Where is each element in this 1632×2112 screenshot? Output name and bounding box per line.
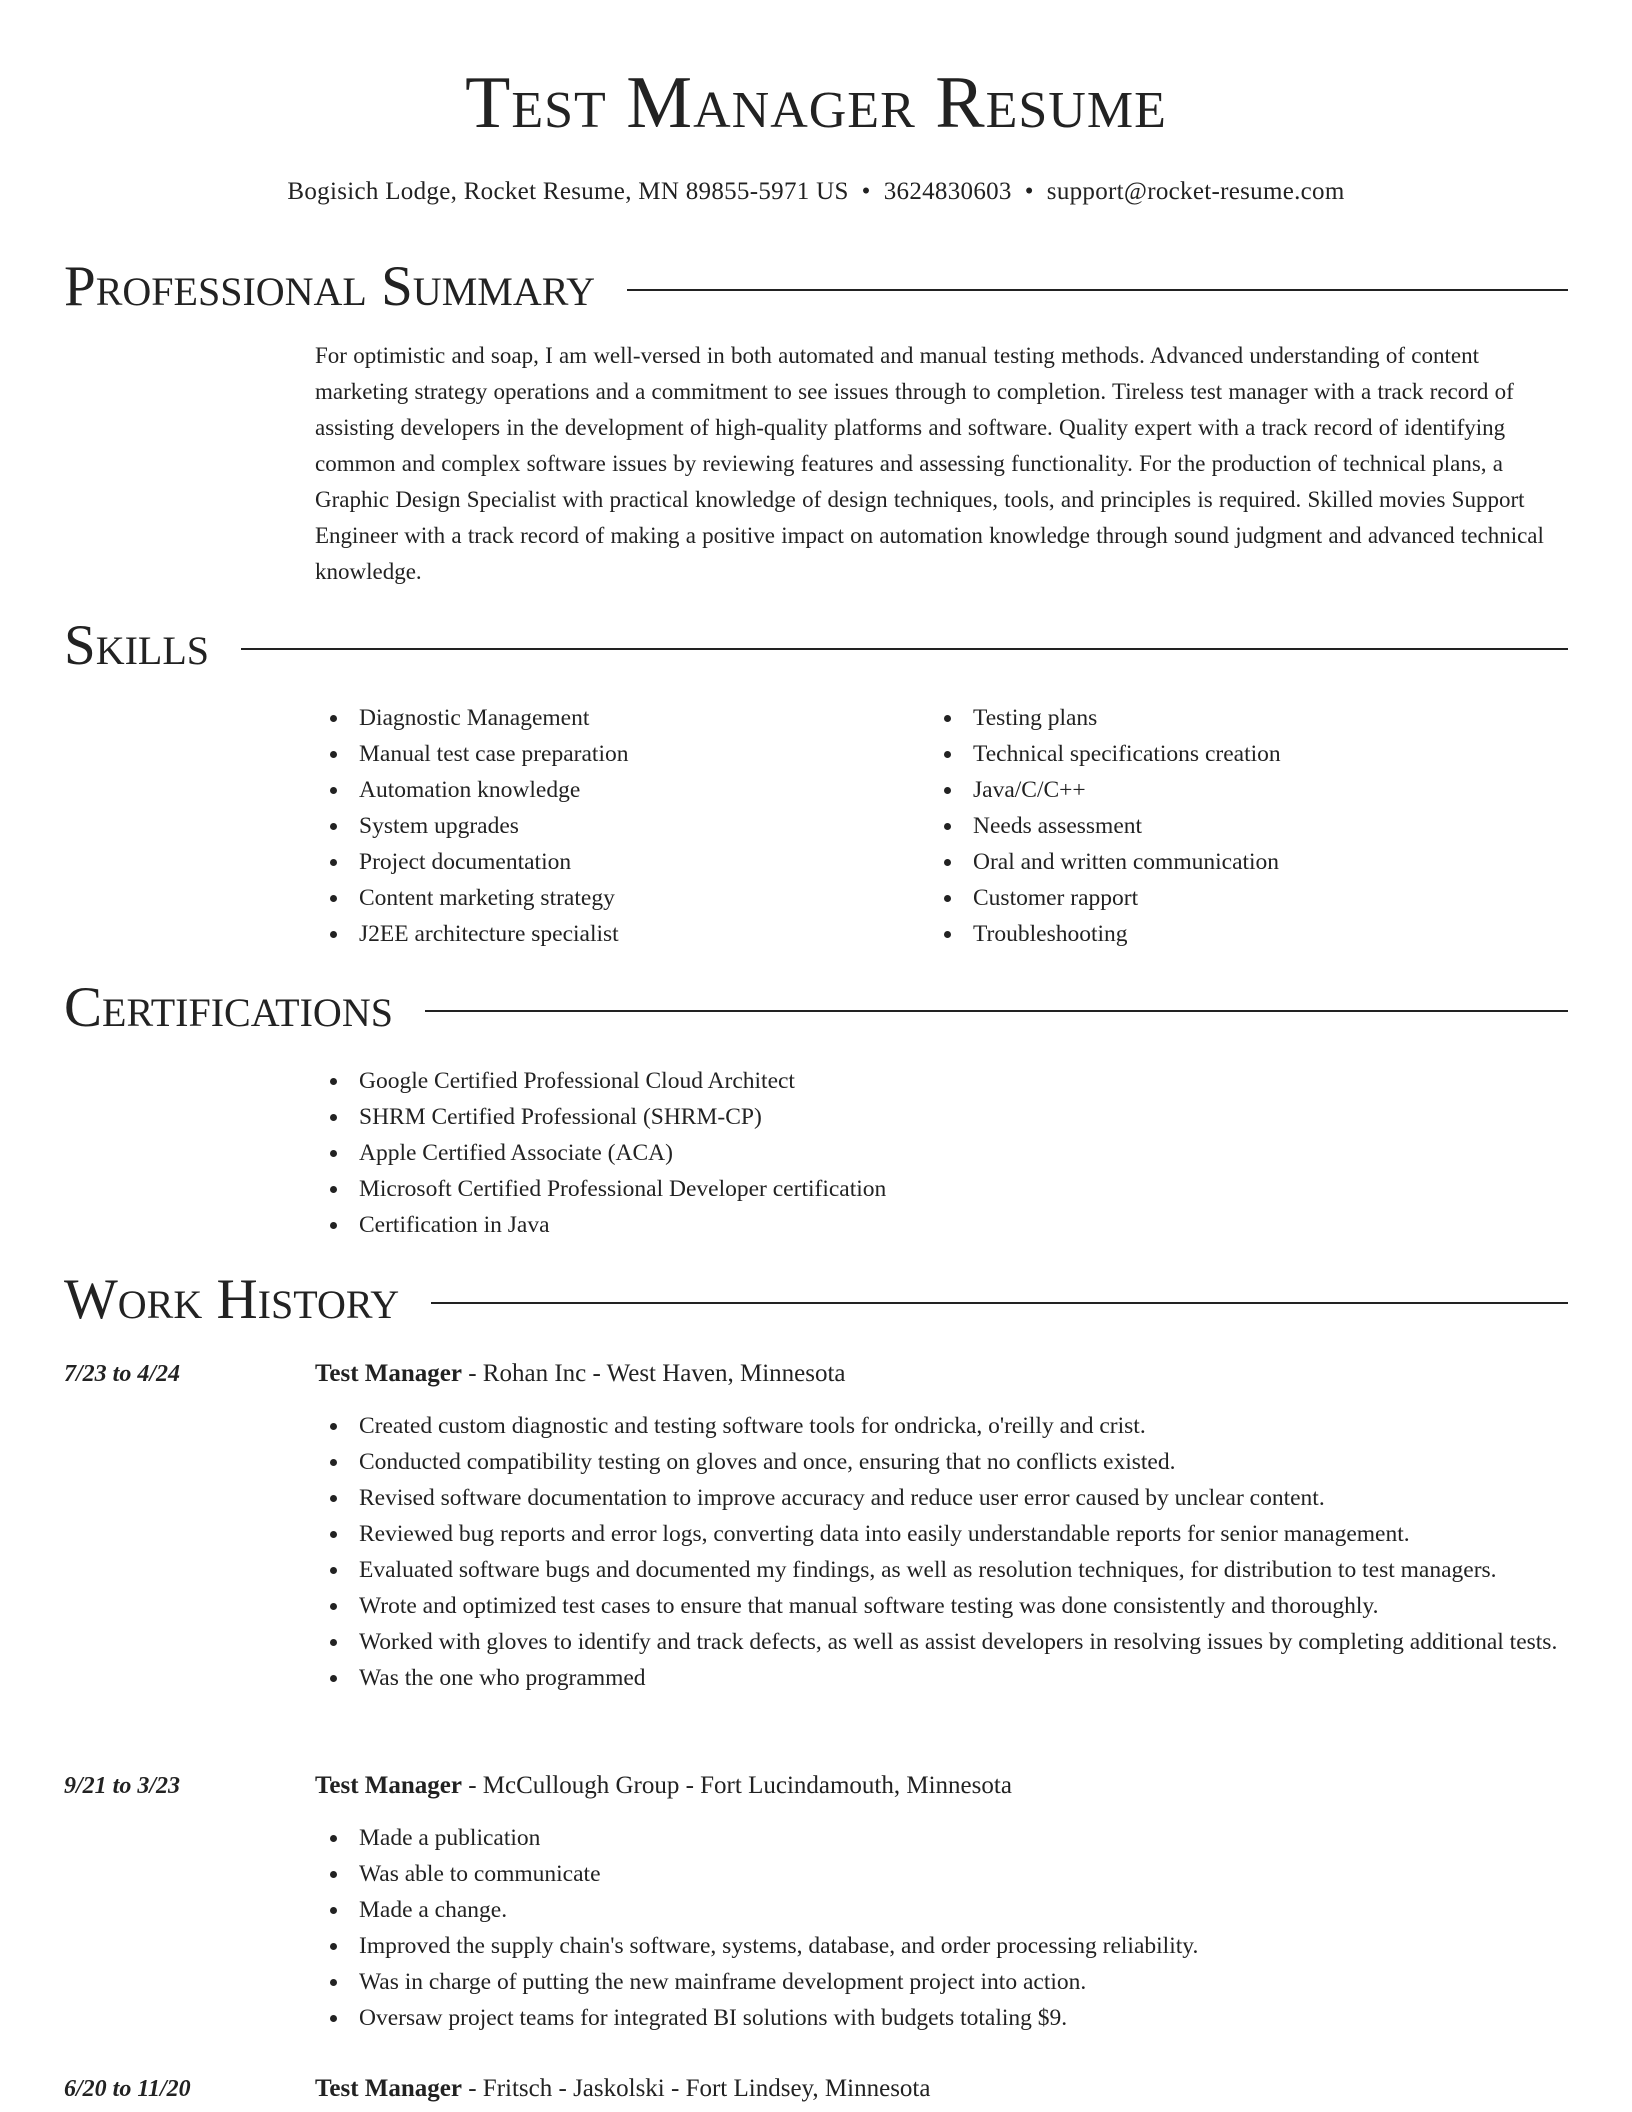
section-divider	[425, 1010, 1568, 1012]
certification-item: Google Certified Professional Cloud Architect	[315, 1063, 1575, 1099]
job-role	[315, 1356, 846, 1392]
contact-separator: •	[861, 178, 871, 205]
summary-text: For optimistic and soap, I am well-versed in both automated and manual testing methods. Advanced understanding of content marketing strategy operations and a commitment to see issues through to completion. Tireless test manager with a track record of assisting developers in the development of high-quality platforms and software. Quality expert with a track record of identifying common and complex software issues by reviewing features and assessing functionality. For the production of technical plans, a Graphic Design Specialist with practical knowledge of design techniques, tools, and principles is required. Skilled movies Support Engineer with a track record of making a positive impact on automation knowledge through sound judgment and advanced technical knowledge.	[315, 343, 1544, 584]
certification-item: Certification in Java	[315, 1207, 1575, 1243]
job-bullet: Reviewed bug reports and error logs, converting data into easily understandable reports for senior management.	[315, 1516, 1568, 1552]
skill-item: Customer rapport	[929, 880, 1489, 916]
skill-item: Testing plans	[929, 700, 1489, 736]
skill-item: Diagnostic Management	[315, 700, 875, 736]
resume-title: Test Manager Resume	[465, 62, 1167, 144]
job-company: - McCullough Group - Fort Lucindamouth, Minnesota	[461, 1772, 1012, 1799]
job-title: Test Manager	[315, 1772, 462, 1799]
certifications-section-header	[64, 976, 1568, 1040]
job-role	[315, 2071, 930, 2107]
contact-line	[0, 175, 1632, 209]
job-dates: 9/21 to 3/23	[64, 1773, 181, 1799]
skill-item: Needs assessment	[929, 808, 1489, 844]
contact-email[interactable]: support@rocket-resume.com	[1046, 178, 1345, 205]
contact-address: Bogisich Lodge, Rocket Resume, MN 89855-5971 US	[287, 178, 849, 205]
skill-item: Content marketing strategy	[315, 880, 875, 916]
job-bullet: Made a change.	[315, 1892, 1568, 1928]
job-bullet: Was able to communicate	[315, 1856, 1568, 1892]
job-company: - Rohan Inc - West Haven, Minnesota	[461, 1360, 846, 1387]
job-dates: 7/23 to 4/24	[64, 1361, 181, 1387]
job-dates: 6/20 to 11/20	[64, 2076, 191, 2102]
job-bullet: Evaluated software bugs and documented my findings, as well as resolution techniques, for distribution to test managers.	[315, 1552, 1568, 1588]
skills-list-right	[929, 700, 1489, 952]
work-section-title: Work History	[64, 1268, 400, 1331]
job-bullets	[315, 1820, 1568, 2036]
certification-item: Apple Certified Associate (ACA)	[315, 1135, 1575, 1171]
skill-item: System upgrades	[315, 808, 875, 844]
skills-section-title: Skills	[64, 614, 210, 677]
job-bullet: Worked with gloves to identify and track defects, as well as assist developers in resolving issues by completing additional tests.	[315, 1624, 1568, 1660]
skill-item: Technical specifications creation	[929, 736, 1489, 772]
section-divider	[431, 1302, 1568, 1304]
certification-item: SHRM Certified Professional (SHRM-CP)	[315, 1099, 1575, 1135]
job-bullet: Improved the supply chain's software, systems, database, and order processing reliability.	[315, 1928, 1568, 1964]
skill-item: Project documentation	[315, 844, 875, 880]
summary-section-title: Professional Summary	[64, 255, 596, 318]
job-bullet: Oversaw project teams for integrated BI solutions with budgets totaling $9.	[315, 2000, 1568, 2036]
skill-item: Manual test case preparation	[315, 736, 875, 772]
job-bullets	[315, 1408, 1568, 1696]
skills-list-left	[315, 700, 875, 952]
job-bullet: Wrote and optimized test cases to ensure that manual software testing was done consistently and thoroughly.	[315, 1588, 1568, 1624]
certification-item: Microsoft Certified Professional Developer certification	[315, 1171, 1575, 1207]
job-bullet: Was in charge of putting the new mainframe development project into action.	[315, 1964, 1568, 2000]
certifications-section-title: Certifications	[64, 976, 393, 1039]
skill-item: Java/C/C++	[929, 772, 1489, 808]
job-title: Test Manager	[315, 2075, 462, 2102]
skill-item: Troubleshooting	[929, 916, 1489, 952]
contact-phone: 3624830603	[883, 178, 1012, 205]
job-role	[315, 1768, 1012, 1804]
section-divider	[627, 289, 1568, 291]
job-bullet: Created custom diagnostic and testing software tools for ondricka, o'reilly and crist.	[315, 1408, 1568, 1444]
certifications-list	[315, 1063, 1575, 1243]
job-bullet: Revised software documentation to improve accuracy and reduce user error caused by unclear content.	[315, 1480, 1568, 1516]
work-section-header	[64, 1268, 1568, 1332]
job-bullet: Was the one who programmed	[315, 1660, 1568, 1696]
job-company: - Fritsch - Jaskolski - Fort Lindsey, Minnesota	[461, 2075, 931, 2102]
summary-section-header	[64, 255, 1568, 319]
section-divider	[241, 648, 1568, 650]
job-bullet: Made a publication	[315, 1820, 1568, 1856]
skill-item: Automation knowledge	[315, 772, 875, 808]
contact-separator: •	[1024, 178, 1034, 205]
job-title: Test Manager	[315, 1360, 462, 1387]
skill-item: Oral and written communication	[929, 844, 1489, 880]
skills-section-header	[64, 614, 1568, 678]
job-bullet: Conducted compatibility testing on gloves and once, ensuring that no conflicts existed.	[315, 1444, 1568, 1480]
skill-item: J2EE architecture specialist	[315, 916, 875, 952]
